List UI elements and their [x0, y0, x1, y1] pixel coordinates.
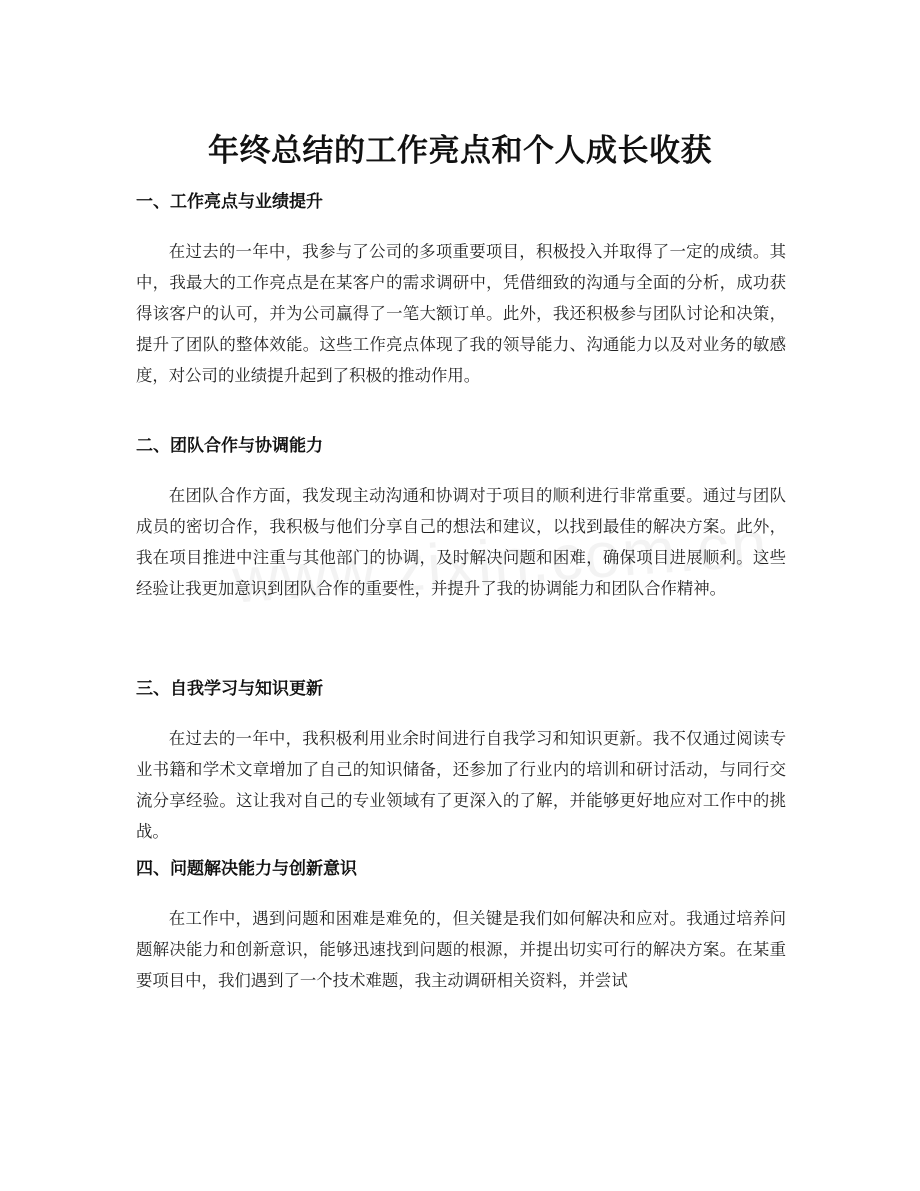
section-teamwork [136, 434, 786, 604]
section-work-highlights [136, 190, 786, 391]
section-problem-solving [136, 857, 786, 996]
section-paragraph: 在过去的一年中，我参与了公司的多项重要项目，积极投入并取得了一定的成绩。其中，我最大的工作亮点是在某客户的需求调研中，凭借细致的沟通与全面的分析，成功获得该客户的认可，并为公司赢得了一笔大额订单。此外，我还积极参与团队讨论和决策，提升了团队的整体效能。这些工作亮点体现了我的领导能力、沟通能力以及对业务的敏感度，对公司的业绩提升起到了积极的推动作用。 [136, 242, 786, 385]
section-paragraph: 在工作中，遇到问题和困难是难免的，但关键是我们如何解决和应对。我通过培养问题解决能力和创新意识，能够迅速找到问题的根源，并提出切实可行的解决方案。在某重要项目中，我们遇到了一个技术难题，我主动调研相关资料，并尝试 [136, 909, 786, 990]
section-paragraph: 在过去的一年中，我积极利用业余时间进行自我学习和知识更新。我不仅通过阅读专业书籍和学术文章增加了自己的知识储备，还参加了行业内的培训和研讨活动，与同行交流分享经验。这让我对自己的专业领域有了更深入的了解，并能够更好地应对工作中的挑战。 [136, 729, 786, 841]
section-heading: 四、问题解决能力与创新意识 [136, 859, 357, 879]
section-self-learning [136, 677, 786, 847]
document-title: 年终总结的工作亮点和个人成长收获 [208, 132, 712, 169]
section-paragraph: 在团队合作方面，我发现主动沟通和协调对于项目的顺利进行非常重要。通过与团队成员的密切合作，我积极与他们分享自己的想法和建议，以找到最佳的解决方案。此外，我在项目推进中注重与其他部门的协调，及时解决问题和困难，确保项目进展顺利。这些经验让我更加意识到团队合作的重要性，并提升了我的协调能力和团队合作精神。 [136, 486, 786, 598]
section-heading: 三、自我学习与知识更新 [136, 679, 323, 699]
section-heading: 一、工作亮点与业绩提升 [136, 192, 323, 212]
section-heading: 二、团队合作与协调能力 [136, 436, 323, 456]
